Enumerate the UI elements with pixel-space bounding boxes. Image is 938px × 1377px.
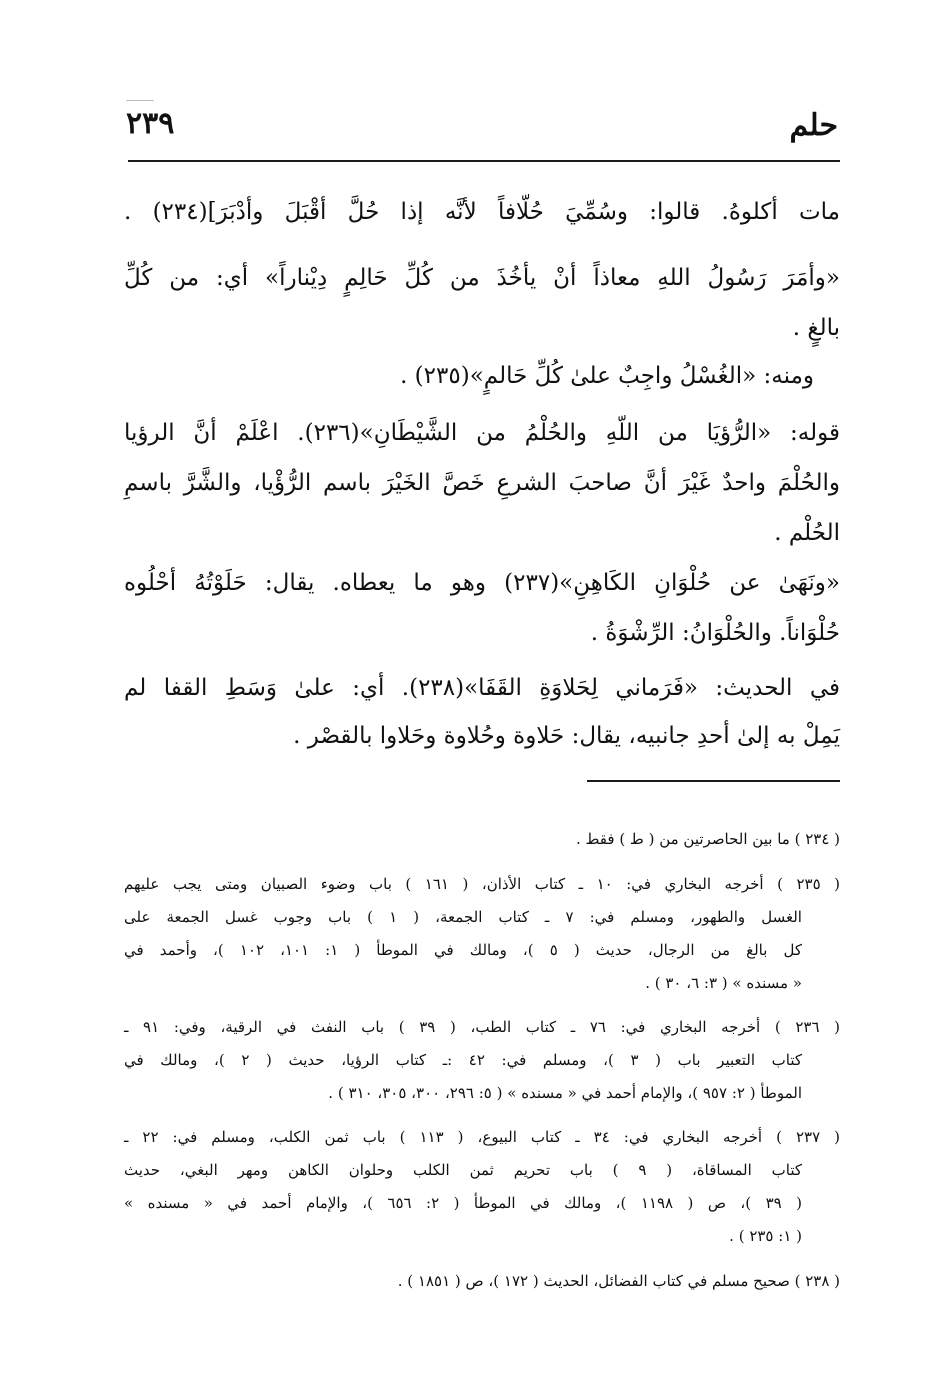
- header-mark: [126, 100, 154, 101]
- footnote-line: الموطأ ( ٢: ٩٥٧ )، والإمام أحمد في « مسنده » ( ٥: ٢٩٦، ٣٠٠، ٣٠٥، ٣١٠ ) .: [328, 1084, 802, 1102]
- body-line: حُلْوَاناً. والحُلْوَانُ: الرِّشْوَةُ .: [590, 620, 840, 646]
- footnote-line: ( ٢٣٨ ) صحيح مسلم في كتاب الفضائل، الحديث ( ١٧٢ )، ص ( ١٨٥١ ) .: [397, 1272, 840, 1290]
- footnote-line: « مسنده » ( ٣: ٦، ٣٠ ) .: [645, 974, 802, 992]
- footnote-line: كل بالغ من الرجال، حديث ( ٥ )، ومالك في الموطأ ( ١: ١٠١، ١٠٢ )، وأحمد في: [124, 941, 802, 959]
- body-line: مات أكلوهُ. قالوا: وسُمِّيَ حُلّافاً لأنَّه إذا حُلَّ أقْبَلَ وأدْبَرَ](٢٣٤) .: [124, 199, 840, 225]
- footnote-line: ( ٢٣٥ ) أخرجه البخاري في: ١٠ ـ كتاب الأذان، ( ١٦١ ) باب وضوء الصبيان ومتى يجب عليهم: [124, 875, 841, 893]
- running-head: حلم: [789, 108, 838, 143]
- body-line: والحُلْمَ واحدٌ غَيْرَ أنَّ صاحبَ الشرعِ خَصَّ الخَيْرَ باسم الرُّؤْيا، والشَّرَّ باسمِ: [124, 470, 840, 496]
- footnote-line: كتاب التعبير باب ( ٣ )، ومسلم في: ٤٢ :ـ كتاب الرؤيا، حديث ( ٢ )، ومالك في: [124, 1051, 802, 1069]
- footnote-line: ( ٢٣٤ ) ما بين الحاصرتين من ( ط ) فقط .: [576, 830, 840, 848]
- footnote-line: ( ٣٩ )، ص ( ١١٩٨ )، ومالك في الموطأ ( ٢: ٦٥٦ )، والإمام أحمد في « مسنده »: [124, 1194, 802, 1212]
- body-line: الحُلْم .: [774, 520, 840, 546]
- body-line: قوله: «الرُّؤيَا من اللّهِ والحُلْمُ من الشَّيْطَانِ»(٢٣٦). اعْلَمْ أنَّ الرؤيا: [124, 420, 840, 446]
- footnote-line: كتاب المساقاة، ( ٩ ) باب تحريم ثمن الكلب وحلوان الكاهن ومهر البغي، حديث: [124, 1161, 802, 1179]
- footnote-line: ( ٢٣٧ ) أخرجه البخاري في: ٣٤ ـ كتاب البيوع، ( ١١٣ ) باب ثمن الكلب، ومسلم في: ٢٢ ـ: [124, 1128, 840, 1146]
- page-number: ٢٣٩: [126, 106, 175, 141]
- body-line: «ونَهَىٰ عن حُلْوَانِ الكَاهِنِ»(٢٣٧) وهو ما يعطاه. يقال: حَلَوْتُهُ أحْلُوه: [124, 570, 840, 596]
- footnote-line: ( ١: ٢٣٥ ) .: [729, 1227, 802, 1245]
- body-line: «وأمَرَ رَسُولُ اللهِ معاذاً أنْ يأخُذَ من كُلِّ حَالِمٍ دِيْناراً» أي: من كُلِّ: [124, 265, 840, 291]
- footnote-line: الغسل والطهور، ومسلم في: ٧ ـ كتاب الجمعة، ( ١ ) باب وجوب غسل الجمعة على: [124, 908, 802, 926]
- footnote-rule: [587, 780, 840, 782]
- footnote-line: ( ٢٣٦ ) أخرجه البخاري في: ٧٦ ـ كتاب الطب، ( ٣٩ ) باب النفث في الرقية، وفي: ٩١ ـ: [124, 1018, 841, 1036]
- body-line: في الحديث: «فَرَماني لِحَلاوَةِ القَفَا»(٢٣٨). أي: علىٰ وَسَطِ القفا لم: [124, 675, 840, 701]
- header-rule: [128, 160, 840, 162]
- body-line: يَمِلْ به إلىٰ أحدِ جانبيه، يقال: حَلاوة وحُلاوة وحَلاوا بالقصْر .: [293, 723, 840, 749]
- body-line: بالغٍ .: [792, 315, 840, 341]
- body-line: ومنه: «الغُسْلُ واجِبٌ علىٰ كُلِّ حَالمٍ»(٢٣٥) .: [400, 363, 814, 389]
